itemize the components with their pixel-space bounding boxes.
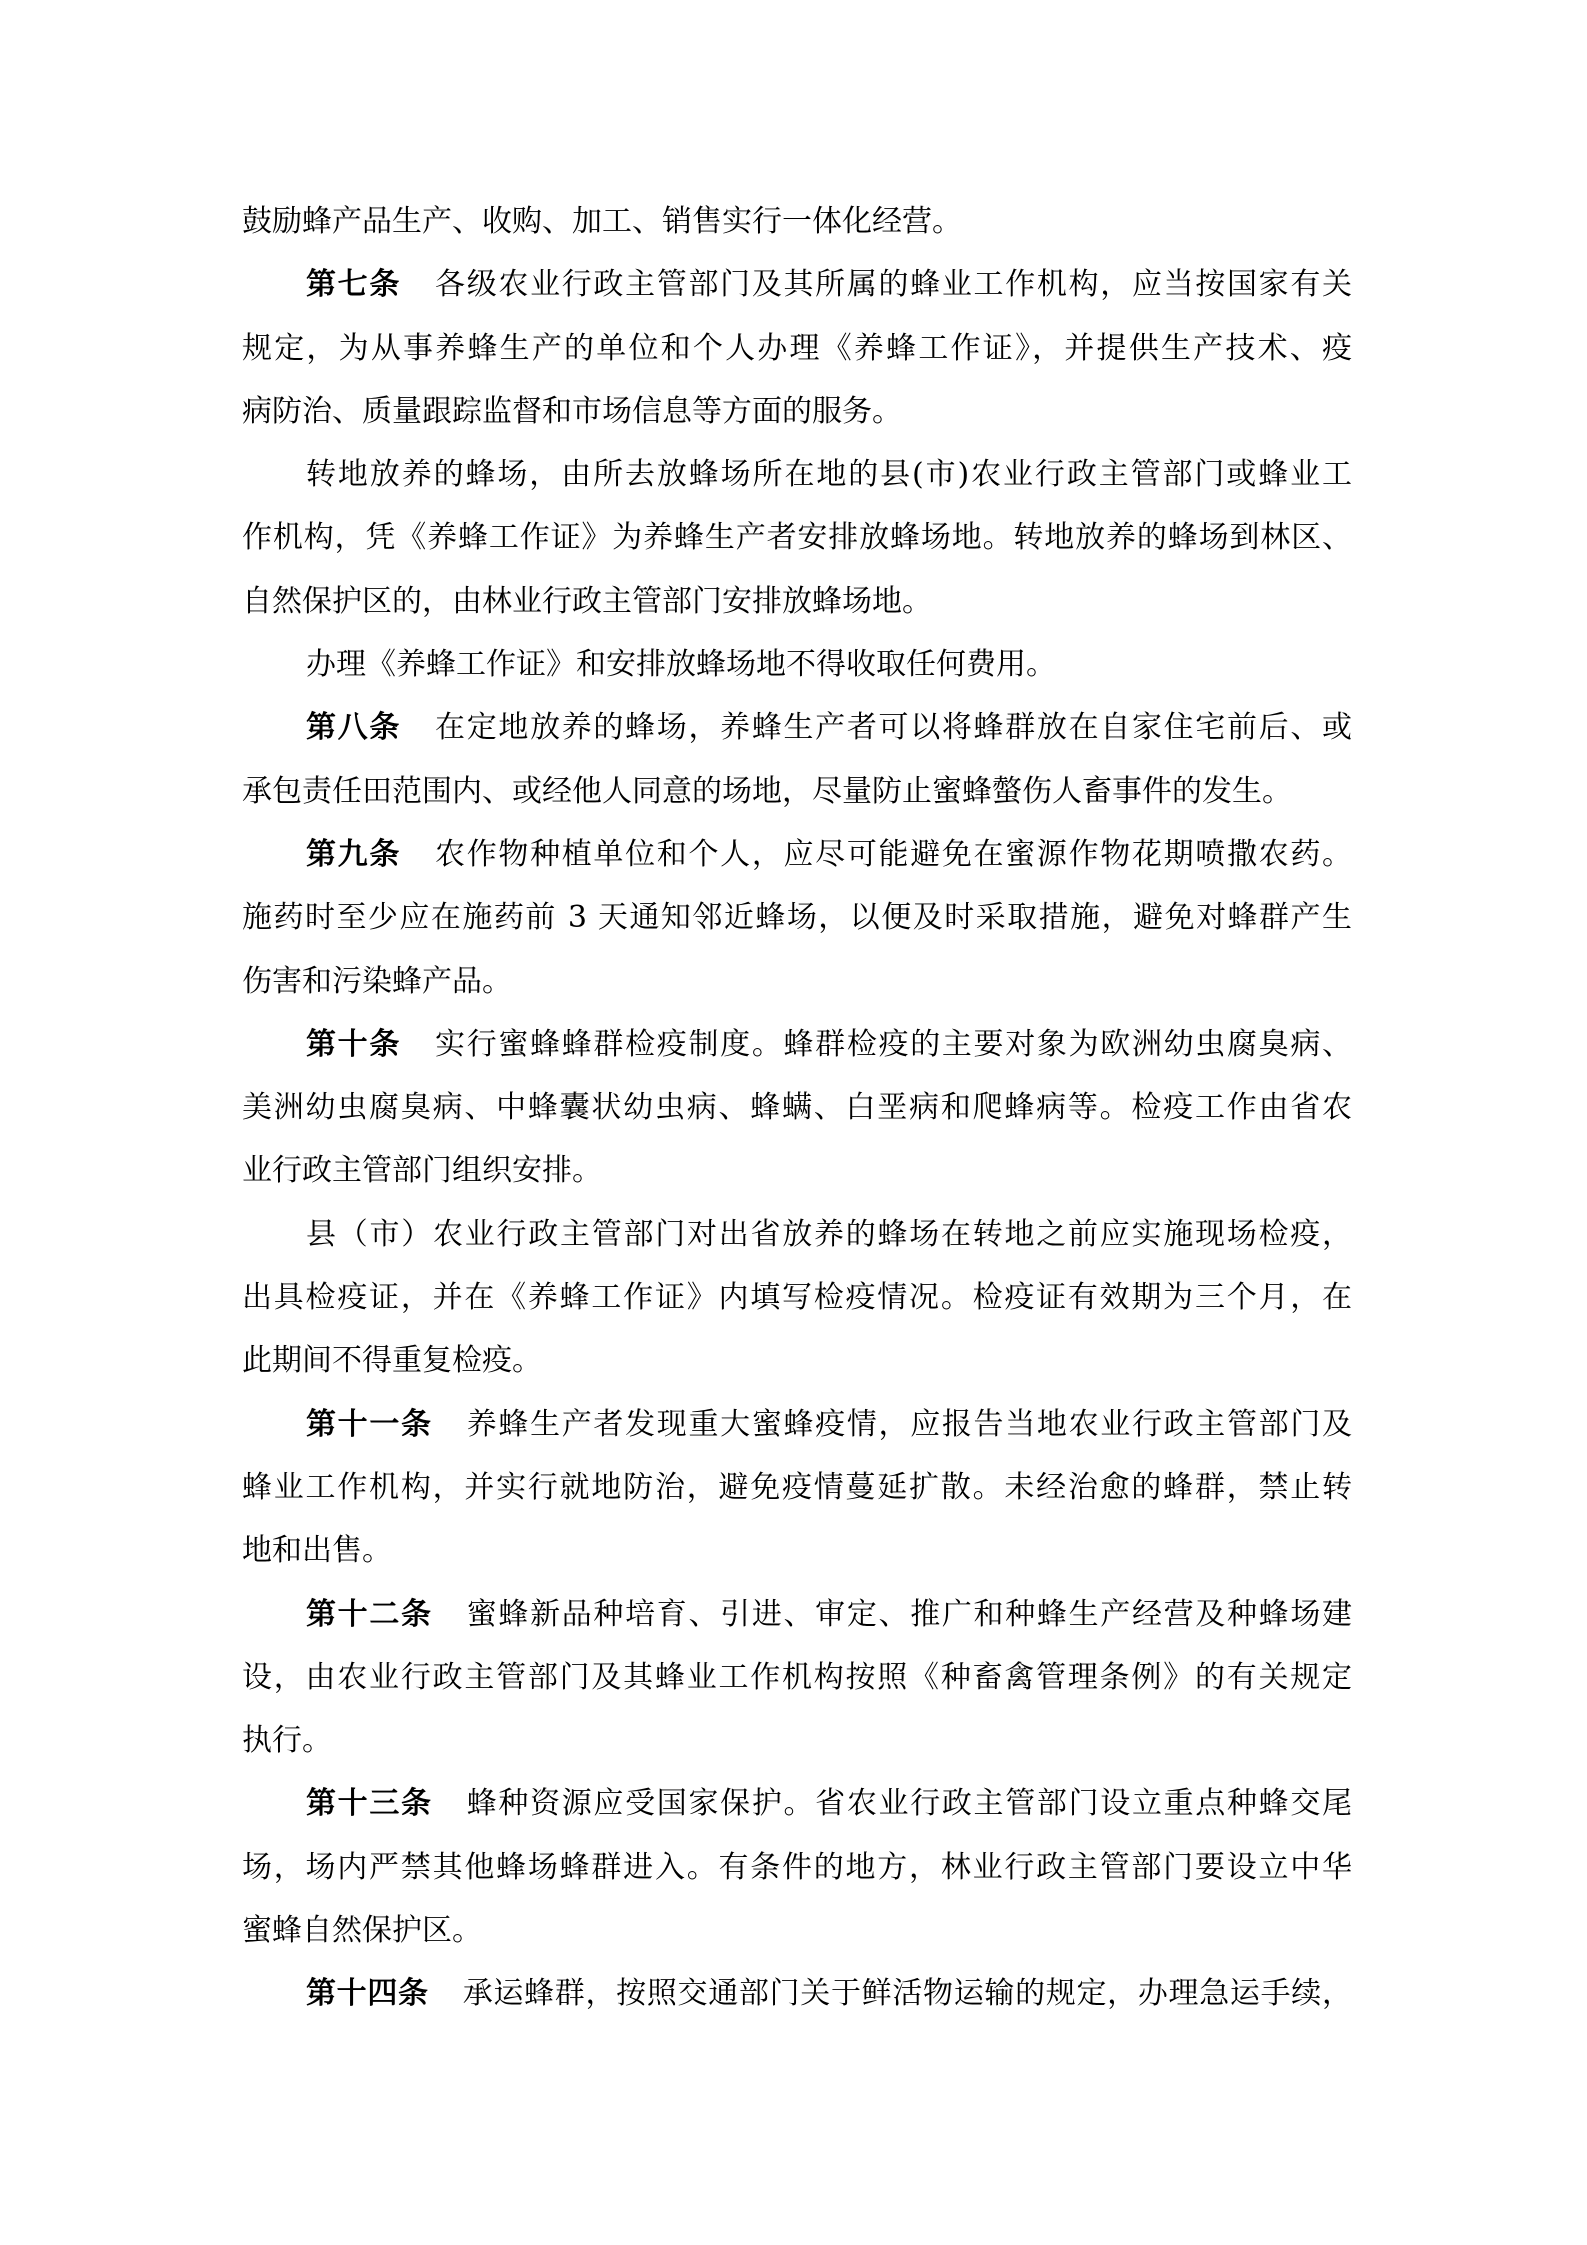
article-number: 第十三条 — [306, 1786, 433, 1822]
text-line — [242, 823, 1352, 886]
text-line — [242, 1203, 1352, 1266]
line-text: 执行。 — [242, 1723, 332, 1759]
text-line — [242, 1329, 1352, 1392]
line-text: 蜜蜂自然保护区。 — [242, 1913, 482, 1949]
line-text: 农作物种植单位和个人，应尽可能避免在蜜源作物花期喷撒农药。 — [435, 836, 1352, 872]
article-paragraph — [242, 1772, 1352, 1962]
article-number: 第十二条 — [306, 1596, 433, 1632]
text-line — [242, 570, 1352, 633]
line-text: 作机构，凭《养蜂工作证》为养蜂生产者安排放蜂场地。转地放养的蜂场到林区、 — [242, 520, 1352, 556]
line-text: 各级农业行政主管部门及其所属的蜂业工作机构，应当按国家有关 — [435, 267, 1352, 303]
text-line — [242, 1456, 1352, 1519]
text-line — [242, 1076, 1352, 1139]
line-text: 设，由农业行政主管部门及其蜂业工作机构按照《种畜禽管理条例》的有关规定 — [242, 1659, 1352, 1695]
article-number: 第九条 — [306, 836, 402, 872]
line-text: 业行政主管部门组织安排。 — [242, 1153, 602, 1189]
article-paragraph — [242, 1013, 1352, 1203]
article-number: 第七条 — [306, 267, 402, 303]
document-page — [242, 190, 1352, 2026]
article-paragraph — [242, 1962, 1352, 2025]
text-line — [242, 1772, 1352, 1835]
text-line — [242, 380, 1352, 443]
article-number: 第十四条 — [306, 1976, 429, 2012]
article-paragraph — [242, 823, 1352, 1013]
line-text: 在定地放养的蜂场，养蜂生产者可以将蜂群放在自家住宅前后、或 — [435, 710, 1352, 746]
text-line — [242, 886, 1352, 949]
line-text: 转地放养的蜂场，由所去放蜂场所在地的县(市)农业行政主管部门或蜂业工 — [306, 457, 1352, 493]
line-text: 出具检疫证，并在《养蜂工作证》内填写检疫情况。检疫证有效期为三个月，在 — [242, 1280, 1352, 1316]
line-text: 地和出售。 — [242, 1533, 392, 1569]
text-line — [242, 1899, 1352, 1962]
article-number: 第十一条 — [306, 1406, 433, 1442]
text-line — [242, 1266, 1352, 1329]
line-text: 蜂业工作机构，并实行就地防治，避免疫情蔓延扩散。未经治愈的蜂群，禁止转 — [242, 1469, 1352, 1505]
text-line — [242, 1962, 1352, 2025]
article-paragraph — [242, 253, 1352, 443]
article-paragraph — [242, 1583, 1352, 1773]
line-text: 规定，为从事养蜂生产的单位和个人办理《养蜂工作证》，并提供生产技术、疫 — [242, 330, 1352, 366]
text-line — [242, 950, 1352, 1013]
line-text: 承运蜂群，按照交通部门关于鲜活物运输的规定，办理急运手续， — [462, 1976, 1352, 2012]
article-paragraph — [242, 696, 1352, 823]
text-line — [242, 1393, 1352, 1456]
line-text: 蜂种资源应受国家保护。省农业行政主管部门设立重点种蜂交尾 — [466, 1786, 1352, 1822]
line-text: 县（市）农业行政主管部门对出省放养的蜂场在转地之前应实施现场检疫， — [306, 1216, 1352, 1252]
line-text: 伤害和污染蜂产品。 — [242, 963, 512, 999]
line-text: 养蜂生产者发现重大蜜蜂疫情，应报告当地农业行政主管部门及 — [466, 1406, 1352, 1442]
text-line — [242, 1583, 1352, 1646]
body-paragraph — [242, 443, 1352, 633]
text-line — [242, 443, 1352, 506]
text-line — [242, 1139, 1352, 1202]
text-line — [242, 1013, 1352, 1076]
article-number: 第八条 — [306, 710, 402, 746]
text-line — [242, 506, 1352, 569]
text-line — [242, 1836, 1352, 1899]
line-text: 施药时至少应在施药前 3 天通知邻近蜂场，以便及时采取措施，避免对蜂群产生 — [242, 900, 1352, 936]
text-line — [242, 1646, 1352, 1709]
body-paragraph — [242, 190, 1352, 253]
line-text: 鼓励蜂产品生产、收购、加工、销售实行一体化经营。 — [242, 204, 962, 239]
text-line — [242, 760, 1352, 823]
body-paragraph — [242, 633, 1352, 696]
line-text: 承包责任田范围内、或经他人同意的场地，尽量防止蜜蜂螫伤人畜事件的发生。 — [242, 773, 1292, 809]
line-text: 自然保护区的，由林业行政主管部门安排放蜂场地。 — [242, 583, 932, 619]
text-line — [242, 696, 1352, 759]
line-text: 美洲幼虫腐臭病、中蜂囊状幼虫病、蜂螨、白垩病和爬蜂病等。检疫工作由省农 — [242, 1090, 1352, 1126]
line-text: 场，场内严禁其他蜂场蜂群进入。有条件的地方，林业行政主管部门要设立中华 — [242, 1849, 1352, 1885]
line-text: 此期间不得重复检疫。 — [242, 1343, 542, 1379]
text-line — [242, 190, 1352, 253]
text-line — [242, 1709, 1352, 1772]
body-paragraph — [242, 1203, 1352, 1393]
text-line — [242, 1519, 1352, 1582]
line-text: 蜜蜂新品种培育、引进、审定、推广和种蜂生产经营及种蜂场建 — [466, 1596, 1352, 1632]
article-paragraph — [242, 1393, 1352, 1583]
line-text: 实行蜜蜂蜂群检疫制度。蜂群检疫的主要对象为欧洲幼虫腐臭病、 — [435, 1026, 1352, 1062]
line-text: 办理《养蜂工作证》和安排放蜂场地不得收取任何费用。 — [306, 647, 1056, 683]
text-line — [242, 317, 1352, 380]
text-line — [242, 633, 1352, 696]
text-line — [242, 253, 1352, 316]
article-number: 第十条 — [306, 1026, 402, 1062]
line-text: 病防治、质量跟踪监督和市场信息等方面的服务。 — [242, 393, 902, 429]
